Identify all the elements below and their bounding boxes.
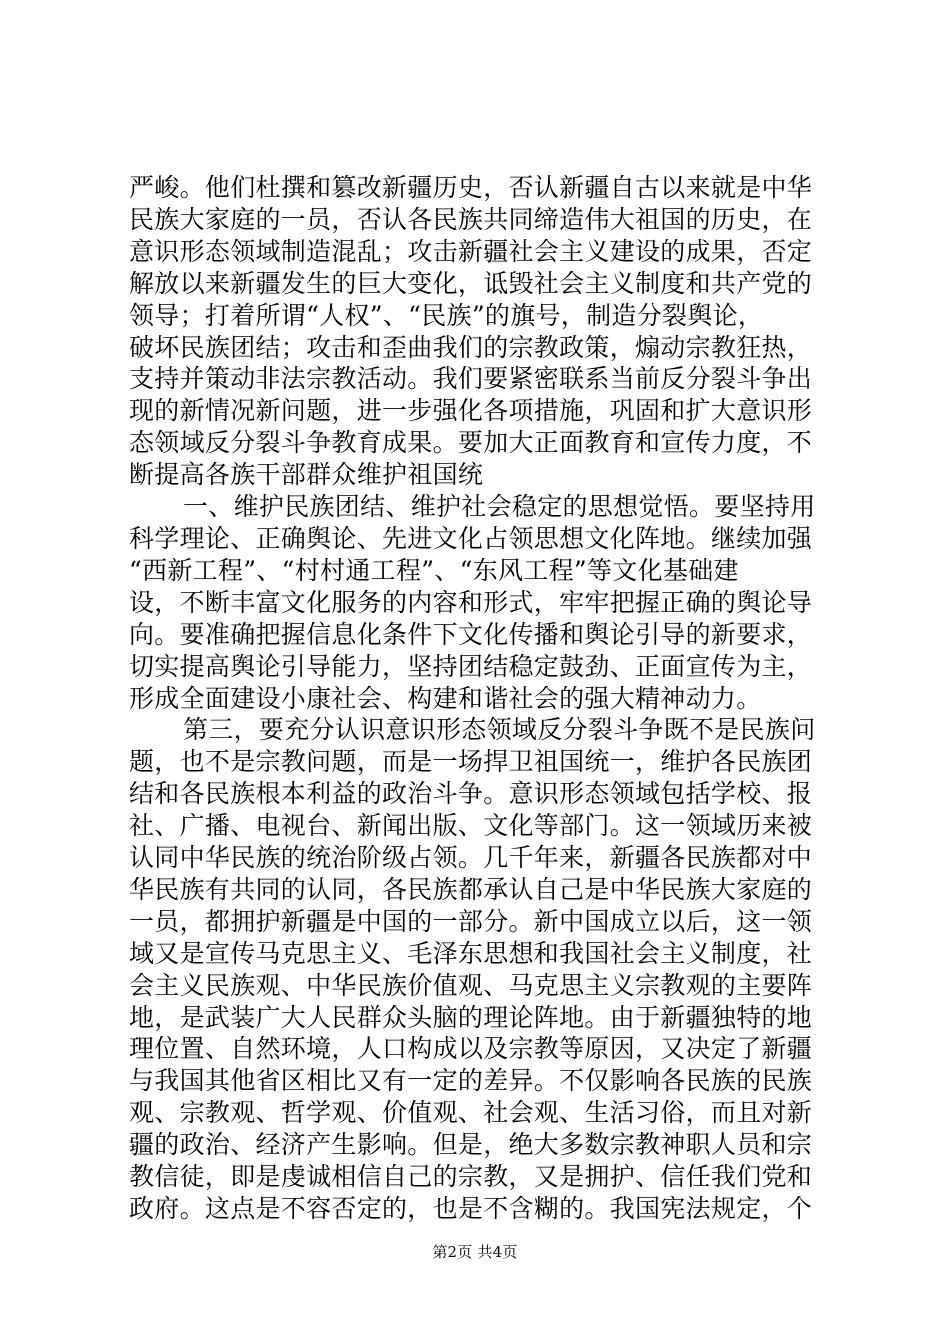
- text-line: 解放以来新疆发生的巨大变化，诋毁社会主义制度和共产党的: [129, 268, 813, 298]
- text-line: 题，也不是宗教问题，而是一场捍卫祖国统一，维护各民族团: [129, 747, 813, 777]
- text-line: 疆的政治、经济产生影响。但是，绝大多数宗教神职人员和宗: [129, 1130, 813, 1160]
- text-line: 破坏民族团结；攻击和歪曲我们的宗教政策，煽动宗教狂热，: [129, 332, 813, 362]
- text-line: 形成全面建设小康社会、构建和谐社会的强大精神动力。: [129, 683, 762, 713]
- paragraph: [129, 172, 829, 491]
- text-line: 态领域反分裂斗争教育成果。要加大正面教育和宣传力度，不: [129, 428, 813, 458]
- text-line: 认同中华民族的统治阶级占领。几千年来，新疆各民族都对中: [129, 843, 813, 873]
- text-line: 与我国其他省区相比又有一定的差异。不仅影响各民族的民族: [129, 1066, 813, 1096]
- text-line: 华民族有共同的认同，各民族都承认自己是中华民族大家庭的: [129, 874, 813, 904]
- text-line: 严峻。他们杜撰和篡改新疆历史，否认新疆自古以来就是中华: [129, 173, 813, 202]
- text-line: 教信徒，即是虔诚相信自己的宗教，又是拥护、信任我们党和: [129, 1162, 813, 1192]
- paragraph: [129, 714, 829, 1225]
- text-line: 社、广播、电视台、新闻出版、文化等部门。这一领域历来被: [129, 811, 813, 841]
- text-line: 现的新情况新问题，进一步强化各项措施，巩固和扩大意识形: [129, 396, 813, 426]
- text-line: 会主义民族观、中华民族价值观、马克思主义宗教观的主要阵: [129, 970, 813, 1000]
- text-line: 观、宗教观、哲学观、价值观、社会观、生活习俗，而且对新: [129, 1098, 813, 1128]
- text-line: 设，不断丰富文化服务的内容和形式，牢牢把握正确的舆论导: [129, 587, 813, 617]
- text-line: 一员，都拥护新疆是中国的一部分。新中国成立以后，这一领: [129, 906, 813, 936]
- text-line: 切实提高舆论引导能力，坚持团结稳定鼓劲、正面宣传为主，: [129, 651, 813, 681]
- text-line: 政府。这点是不容否定的，也是不含糊的。我国宪法规定，个: [129, 1194, 813, 1223]
- text-line: 地，是武装广大人民群众头脑的理论阵地。由于新疆独特的地: [129, 1002, 813, 1032]
- text-line: 结和各民族根本利益的政治斗争。意识形态领域包括学校、报: [129, 779, 813, 809]
- text-line: 支持并策动非法宗教活动。我们要紧密联系当前反分裂斗争出: [129, 364, 813, 394]
- text-line: 领导；打着所谓“人权”、“民族”的旗号，制造分裂舆论，: [129, 300, 764, 330]
- paragraph: [129, 491, 829, 714]
- text-line: 断提高各族干部群众维护祖国统: [129, 460, 484, 490]
- text-line: 意识形态领域制造混乱；攻击新疆社会主义建设的成果，否定: [129, 236, 813, 266]
- text-line: 向。要准确把握信息化条件下文化传播和舆论引导的新要求，: [129, 619, 813, 649]
- text-line: “西新工程”、“村村通工程”、“东风工程”等文化基础建: [129, 555, 739, 585]
- page-footer: 第2页 共4页: [432, 1243, 518, 1261]
- text-line: 理位置、自然环境，人口构成以及宗教等原因，又决定了新疆: [129, 1034, 813, 1064]
- text-line: 民族大家庭的一员，否认各民族共同缔造伟大祖国的历史，在: [129, 204, 813, 234]
- text-line: 第三，要充分认识意识形态领域反分裂斗争既不是民族问: [183, 715, 816, 745]
- text-line: 域又是宣传马克思主义、毛泽东思想和我国社会主义制度，社: [129, 938, 813, 968]
- text-line: 一、维护民族团结、维护社会稳定的思想觉悟。要坚持用: [183, 492, 816, 522]
- text-line: 科学理论、正确舆论、先进文化占领思想文化阵地。继续加强: [129, 523, 813, 553]
- body-text: [129, 172, 829, 1225]
